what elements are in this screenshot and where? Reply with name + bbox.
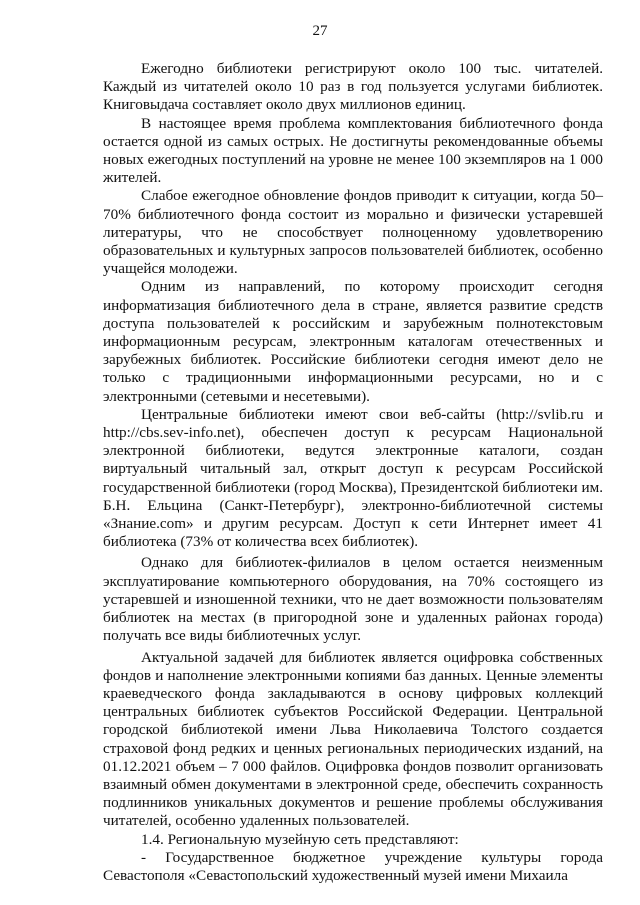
paragraph-museum-network-heading: 1.4. Региональную музейную сеть представляют: [141, 830, 459, 848]
body-text [103, 60, 603, 885]
paragraph-informatization: Одним из направлений, по которому происходит сегодня информатизация библиотечного дела в стране, является развитие средств доступа пользователей к российским и зарубежным полнотекстовым информационным ресурсам, электронным каталогам отечественных и зарубежных библиотек. Российские библиотеки сегодня имеют дело не только с традиционными информационными ресурсами, но и с электронными (сетевыми и несетевыми). [103, 278, 603, 405]
paragraph-branch-equipment: Однако для библиотек-филиалов в целом остается неизменным эксплуатирование компьютерного оборудования, на 70% состоящего из устаревшей и изношенной техники, что не дает возможности пользователям библиотек на местах (в пригородной зоне и удаленных районах города) получать все виды библиотечных услуг. [103, 554, 603, 645]
paragraph-acquisition-problem: В настоящее время проблема комплектования библиотечного фонда остается одной из самых острых. Не достигнуты рекомендованные объемы новых ежегодных поступлений на уровне не менее 100 экземпляров на 1 000 жителей. [103, 114, 603, 187]
paragraph-fund-renewal: Слабое ежегодное обновление фондов приводит к ситуации, когда 50–70% библиотечного фонда состоит из морально и физически устаревшей литературы, что не способствует полноценному удовлетворению образовательных и культурных запросов пользователей библиотек, особенно учащейся молодежи. [103, 187, 603, 278]
paragraph-digitization: Актуальной задачей для библиотек является оцифровка собственных фондов и наполнение электронными копиями баз данных. Ценные элементы краеведческого фонда закладываются в основу цифровых коллекций центральных библиотек субъектов Российской Федерации. Центральной городской библиотекой имени Льва Николаевича Толстого создается страховой фонд редких и ценных региональных периодических изданий, на 01.12.2021 объем – 7 000 файлов. Оцифровка фондов позволит организовать взаимный обмен документами в электронной среде, обеспечить сохранность подлинников уникальных документов и решение проблемы обслуживания читателей, особенно удаленных пользователей. [103, 648, 603, 830]
paragraph-central-libraries-websites: Центральные библиотеки имеют свои веб-сайты (http://svlib.ru и http://cbs.sev-info.net), обеспечен доступ к ресурсам Национальной электронной библиотеки, ведутся электронные каталоги, создан виртуальный читальный зал, открыт доступ к ресурсам Российской государственной библиотеки (город Москва), Президентской библиотеки им. Б.Н. Ельцина (Санкт-Петербург), электронно-библиотечной системы «Знание.com» и другим ресурсам. Доступ к сети Интернет имеет 41 библиотека (73% от количества всех библиотек). [103, 405, 603, 551]
page-number: 27 [312, 23, 328, 39]
paragraph-readers-stats: Ежегодно библиотеки регистрируют около 100 тыс. читателей. Каждый из читателей около 10 раз в год пользуется услугами библиотек. Книговыдача составляет около двух миллионов единиц. [103, 60, 603, 114]
paragraph-museum-list-item: - Государственное бюджетное учреждение культуры города Севастополя «Севастопольский художественный музей имени Михаила [103, 848, 603, 884]
